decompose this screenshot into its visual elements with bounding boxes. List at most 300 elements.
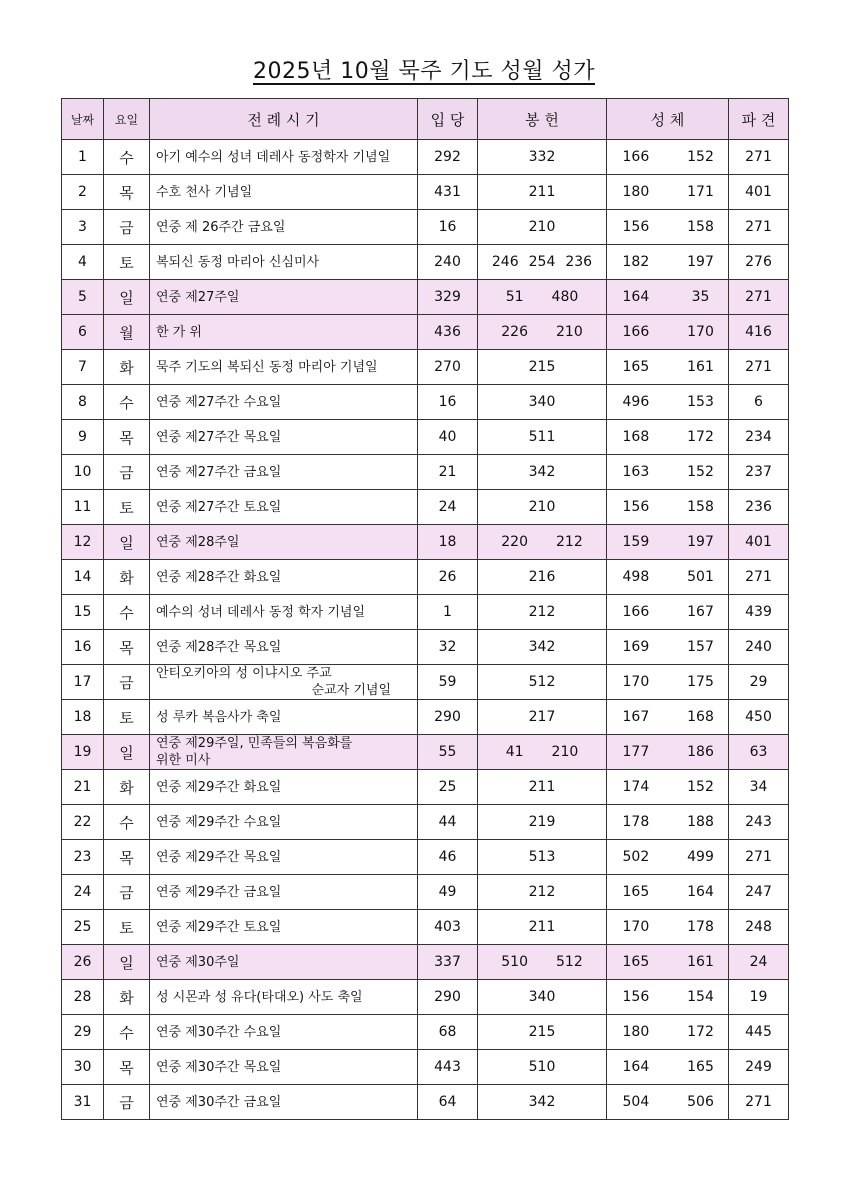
- cell-date: 29: [62, 1015, 104, 1050]
- communion-value: 182: [622, 254, 650, 270]
- document-title: 2025년 10월 묵주 기도 성월 성가: [253, 59, 595, 84]
- cell-entrance: 46: [418, 840, 478, 875]
- offertory-values: [478, 429, 606, 445]
- cell-offertory: [478, 1085, 607, 1120]
- cell-date: 28: [62, 980, 104, 1015]
- cell-communion: [607, 525, 729, 560]
- cell-communion: [607, 840, 729, 875]
- communion-value: 499: [687, 849, 714, 865]
- cell-communion: [607, 630, 729, 665]
- communion-value: 164: [622, 1059, 650, 1075]
- offertory-value: 246: [491, 254, 519, 270]
- cell-dismissal: 19: [729, 980, 789, 1015]
- offertory-values: [478, 149, 606, 165]
- cell-liturgy: 연중 제27주간 토요일: [150, 490, 418, 525]
- offertory-value: 210: [551, 744, 579, 760]
- cell-communion: [607, 455, 729, 490]
- offertory-values: [478, 219, 606, 235]
- offertory-value: 212: [528, 884, 556, 900]
- cell-date: 17: [62, 665, 104, 700]
- communion-value: 158: [687, 219, 714, 235]
- offertory-values: [478, 289, 606, 305]
- cell-liturgy: 묵주 기도의 복되신 동정 마리아 기념일: [150, 350, 418, 385]
- communion-values: [607, 814, 728, 830]
- communion-value: 166: [622, 149, 650, 165]
- communion-value: 172: [687, 1024, 714, 1040]
- cell-communion: [607, 700, 729, 735]
- offertory-values: [478, 709, 606, 725]
- communion-value: 502: [622, 849, 650, 865]
- offertory-values: [478, 639, 606, 655]
- cell-communion: [607, 595, 729, 630]
- cell-liturgy: 연중 제30주간 금요일: [150, 1085, 418, 1120]
- offertory-values: [478, 849, 606, 865]
- offertory-value: 215: [528, 1024, 556, 1040]
- cell-entrance: 24: [418, 490, 478, 525]
- cell-dismissal: 271: [729, 350, 789, 385]
- offertory-value: 480: [551, 289, 579, 305]
- cell-communion: [607, 280, 729, 315]
- cell-offertory: [478, 630, 607, 665]
- cell-entrance: 49: [418, 875, 478, 910]
- table-row: [62, 805, 789, 840]
- offertory-value: 210: [556, 324, 583, 340]
- cell-entrance: 21: [418, 455, 478, 490]
- cell-entrance: 40: [418, 420, 478, 455]
- table-row: [62, 245, 789, 280]
- cell-day: 화: [104, 980, 150, 1015]
- cell-dismissal: 271: [729, 1085, 789, 1120]
- cell-day: 일: [104, 525, 150, 560]
- cell-liturgy: [150, 735, 418, 770]
- offertory-value: 210: [528, 219, 556, 235]
- offertory-value: 216: [528, 569, 556, 585]
- cell-liturgy: 연중 제27주일: [150, 280, 418, 315]
- cell-date: 11: [62, 490, 104, 525]
- communion-value: 178: [687, 919, 714, 935]
- cell-dismissal: 401: [729, 175, 789, 210]
- offertory-value: 211: [528, 919, 556, 935]
- cell-liturgy: 연중 제29주간 목요일: [150, 840, 418, 875]
- cell-date: 25: [62, 910, 104, 945]
- communion-value: 188: [687, 814, 714, 830]
- cell-liturgy: 연중 제27주간 수요일: [150, 385, 418, 420]
- offertory-values: [478, 324, 606, 340]
- cell-dismissal: 276: [729, 245, 789, 280]
- offertory-value: 512: [556, 954, 583, 970]
- cell-communion: [607, 175, 729, 210]
- cell-offertory: [478, 210, 607, 245]
- cell-day: 목: [104, 840, 150, 875]
- cell-entrance: 436: [418, 315, 478, 350]
- cell-liturgy: 복되신 동정 마리아 신심미사: [150, 245, 418, 280]
- communion-value: 156: [622, 219, 650, 235]
- cell-offertory: [478, 280, 607, 315]
- table-row: [62, 770, 789, 805]
- communion-value: 165: [622, 359, 650, 375]
- cell-entrance: 59: [418, 665, 478, 700]
- communion-values: [607, 254, 728, 270]
- cell-liturgy: 성 루카 복음사가 축일: [150, 700, 418, 735]
- communion-value: 152: [687, 779, 714, 795]
- communion-value: 197: [687, 534, 714, 550]
- cell-entrance: 337: [418, 945, 478, 980]
- communion-value: 172: [687, 429, 714, 445]
- communion-value: 161: [687, 359, 714, 375]
- cell-entrance: 290: [418, 980, 478, 1015]
- cell-entrance: 32: [418, 630, 478, 665]
- header-communion: 성 체: [607, 99, 729, 140]
- communion-value: 506: [687, 1094, 714, 1110]
- table-row: [62, 385, 789, 420]
- communion-values: [607, 324, 728, 340]
- communion-values: [607, 289, 728, 305]
- cell-dismissal: 234: [729, 420, 789, 455]
- cell-entrance: 16: [418, 210, 478, 245]
- cell-dismissal: 271: [729, 210, 789, 245]
- communion-values: [607, 709, 728, 725]
- table-header-row: [62, 99, 789, 140]
- cell-liturgy: 성 시몬과 성 유다(타대오) 사도 축일: [150, 980, 418, 1015]
- cell-date: 22: [62, 805, 104, 840]
- cell-communion: [607, 805, 729, 840]
- cell-dismissal: 271: [729, 560, 789, 595]
- cell-dismissal: 445: [729, 1015, 789, 1050]
- cell-entrance: 292: [418, 140, 478, 175]
- communion-values: [607, 744, 728, 760]
- communion-value: 180: [622, 184, 650, 200]
- table-row: [62, 735, 789, 770]
- header-entrance: 입 당: [418, 99, 478, 140]
- offertory-value: 510: [528, 1059, 556, 1075]
- table-row: [62, 455, 789, 490]
- cell-communion: [607, 490, 729, 525]
- communion-values: [607, 779, 728, 795]
- offertory-values: [478, 919, 606, 935]
- cell-date: 26: [62, 945, 104, 980]
- cell-offertory: [478, 140, 607, 175]
- cell-communion: [607, 910, 729, 945]
- communion-values: [607, 919, 728, 935]
- table-row: [62, 910, 789, 945]
- cell-date: 5: [62, 280, 104, 315]
- offertory-value: 219: [528, 814, 556, 830]
- cell-communion: [607, 1050, 729, 1085]
- header-date: 날짜: [62, 99, 104, 140]
- cell-entrance: 55: [418, 735, 478, 770]
- offertory-value: 51: [505, 289, 524, 305]
- cell-dismissal: 240: [729, 630, 789, 665]
- table-row: [62, 630, 789, 665]
- cell-offertory: [478, 525, 607, 560]
- cell-date: 1: [62, 140, 104, 175]
- communion-values: [607, 464, 728, 480]
- cell-dismissal: 450: [729, 700, 789, 735]
- cell-entrance: 443: [418, 1050, 478, 1085]
- cell-liturgy: 연중 제28주일: [150, 525, 418, 560]
- cell-day: 금: [104, 875, 150, 910]
- communion-value: 169: [622, 639, 650, 655]
- cell-day: 수: [104, 595, 150, 630]
- cell-entrance: 329: [418, 280, 478, 315]
- cell-entrance: 64: [418, 1085, 478, 1120]
- cell-communion: [607, 770, 729, 805]
- cell-liturgy: 연중 제29주간 화요일: [150, 770, 418, 805]
- cell-dismissal: 6: [729, 385, 789, 420]
- communion-value: 152: [687, 464, 714, 480]
- liturgy-line-1: 연중 제29주일, 민족들의 복음화를: [156, 736, 353, 751]
- offertory-value: 215: [528, 359, 556, 375]
- cell-day: 수: [104, 1015, 150, 1050]
- cell-offertory: [478, 245, 607, 280]
- offertory-value: 226: [501, 324, 528, 340]
- communion-values: [607, 394, 728, 410]
- table-row: [62, 280, 789, 315]
- communion-values: [607, 499, 728, 515]
- communion-value: 504: [622, 1094, 650, 1110]
- cell-dismissal: 243: [729, 805, 789, 840]
- cell-offertory: [478, 1050, 607, 1085]
- cell-communion: [607, 315, 729, 350]
- table-row: [62, 525, 789, 560]
- communion-value: 165: [687, 1059, 714, 1075]
- offertory-value: 210: [528, 499, 556, 515]
- liturgy-line-2: 순교자 기념일: [311, 683, 391, 698]
- cell-dismissal: 249: [729, 1050, 789, 1085]
- cell-dismissal: 29: [729, 665, 789, 700]
- cell-dismissal: 439: [729, 595, 789, 630]
- cell-dismissal: 271: [729, 140, 789, 175]
- cell-entrance: 16: [418, 385, 478, 420]
- communion-value: 152: [687, 149, 714, 165]
- offertory-value: 340: [528, 989, 556, 1005]
- cell-offertory: [478, 980, 607, 1015]
- cell-date: 4: [62, 245, 104, 280]
- communion-values: [607, 1059, 728, 1075]
- offertory-values: [478, 1024, 606, 1040]
- communion-values: [607, 884, 728, 900]
- cell-liturgy: 연중 제29주간 수요일: [150, 805, 418, 840]
- cell-date: 31: [62, 1085, 104, 1120]
- cell-day: 월: [104, 315, 150, 350]
- offertory-values: [478, 674, 606, 690]
- offertory-value: 511: [528, 429, 556, 445]
- cell-offertory: [478, 700, 607, 735]
- cell-communion: [607, 665, 729, 700]
- cell-communion: [607, 385, 729, 420]
- offertory-value: 211: [528, 779, 556, 795]
- cell-dismissal: 34: [729, 770, 789, 805]
- communion-value: 156: [622, 989, 650, 1005]
- table-body: [62, 140, 789, 1120]
- cell-offertory: [478, 455, 607, 490]
- communion-value: 174: [622, 779, 650, 795]
- cell-date: 3: [62, 210, 104, 245]
- cell-date: 16: [62, 630, 104, 665]
- communion-value: 177: [622, 744, 650, 760]
- cell-liturgy: 연중 제29주간 토요일: [150, 910, 418, 945]
- communion-values: [607, 954, 728, 970]
- communion-values: [607, 639, 728, 655]
- offertory-values: [478, 1094, 606, 1110]
- communion-value: 154: [687, 989, 714, 1005]
- communion-value: 164: [687, 884, 714, 900]
- cell-dismissal: 63: [729, 735, 789, 770]
- table-row: [62, 840, 789, 875]
- table-row: [62, 1015, 789, 1050]
- cell-communion: [607, 560, 729, 595]
- offertory-value: 41: [505, 744, 524, 760]
- cell-liturgy: 수호 천사 기념일: [150, 175, 418, 210]
- communion-values: [607, 184, 728, 200]
- cell-day: 목: [104, 420, 150, 455]
- cell-day: 화: [104, 770, 150, 805]
- communion-value: 159: [622, 534, 650, 550]
- cell-date: 24: [62, 875, 104, 910]
- communion-values: [607, 569, 728, 585]
- liturgy-line-1: 안티오키아의 성 이냐시오 주교: [156, 666, 332, 681]
- cell-dismissal: 248: [729, 910, 789, 945]
- offertory-value: 332: [528, 149, 556, 165]
- communion-value: 166: [622, 604, 650, 620]
- offertory-values: [478, 744, 606, 760]
- cell-liturgy: 연중 제28주간 목요일: [150, 630, 418, 665]
- communion-value: 164: [622, 289, 650, 305]
- cell-day: 토: [104, 910, 150, 945]
- cell-communion: [607, 1085, 729, 1120]
- cell-offertory: [478, 910, 607, 945]
- cell-dismissal: 401: [729, 525, 789, 560]
- communion-value: 161: [687, 954, 714, 970]
- communion-value: 197: [687, 254, 714, 270]
- cell-liturgy: 연중 제30주간 수요일: [150, 1015, 418, 1050]
- communion-value: 157: [687, 639, 714, 655]
- offertory-value: 342: [528, 464, 556, 480]
- cell-liturgy: 아기 예수의 성녀 데레사 동정학자 기념일: [150, 140, 418, 175]
- table-row: [62, 315, 789, 350]
- communion-value: 165: [622, 954, 650, 970]
- communion-values: [607, 989, 728, 1005]
- table-row: [62, 350, 789, 385]
- cell-communion: [607, 945, 729, 980]
- communion-values: [607, 534, 728, 550]
- offertory-values: [478, 814, 606, 830]
- offertory-value: 212: [556, 534, 583, 550]
- table-row: [62, 595, 789, 630]
- cell-date: 19: [62, 735, 104, 770]
- cell-day: 토: [104, 700, 150, 735]
- cell-entrance: 26: [418, 560, 478, 595]
- cell-day: 수: [104, 805, 150, 840]
- offertory-value: 510: [501, 954, 528, 970]
- cell-day: 수: [104, 140, 150, 175]
- communion-value: 168: [687, 709, 714, 725]
- communion-value: 153: [687, 394, 714, 410]
- communion-value: 178: [622, 814, 650, 830]
- communion-value: 163: [622, 464, 650, 480]
- communion-value: 166: [622, 324, 650, 340]
- cell-dismissal: 24: [729, 945, 789, 980]
- communion-values: [607, 1094, 728, 1110]
- offertory-value: 513: [528, 849, 556, 865]
- cell-day: 토: [104, 490, 150, 525]
- offertory-value: 340: [528, 394, 556, 410]
- cell-communion: [607, 420, 729, 455]
- cell-day: 금: [104, 665, 150, 700]
- cell-day: 목: [104, 1050, 150, 1085]
- communion-values: [607, 219, 728, 235]
- offertory-value: 254: [528, 254, 556, 270]
- cell-dismissal: 236: [729, 490, 789, 525]
- cell-liturgy: 연중 제30주일: [150, 945, 418, 980]
- communion-value: 496: [622, 394, 650, 410]
- offertory-values: [478, 884, 606, 900]
- table-row: [62, 875, 789, 910]
- cell-communion: [607, 980, 729, 1015]
- cell-offertory: [478, 420, 607, 455]
- table-row: [62, 665, 789, 700]
- cell-offertory: [478, 350, 607, 385]
- cell-communion: [607, 140, 729, 175]
- table-row: [62, 175, 789, 210]
- cell-day: 목: [104, 175, 150, 210]
- communion-value: 170: [622, 919, 650, 935]
- hymn-schedule-table: [61, 98, 789, 1120]
- offertory-value: 342: [528, 1094, 556, 1110]
- communion-values: [607, 674, 728, 690]
- communion-values: [607, 1024, 728, 1040]
- offertory-values: [478, 569, 606, 585]
- cell-entrance: 403: [418, 910, 478, 945]
- offertory-values: [478, 1059, 606, 1075]
- communion-value: 180: [622, 1024, 650, 1040]
- communion-value: 165: [622, 884, 650, 900]
- cell-entrance: 68: [418, 1015, 478, 1050]
- cell-liturgy: 예수의 성녀 데레사 동정 학자 기념일: [150, 595, 418, 630]
- cell-dismissal: 247: [729, 875, 789, 910]
- cell-offertory: [478, 735, 607, 770]
- cell-offertory: [478, 315, 607, 350]
- offertory-value: 211: [528, 184, 556, 200]
- cell-dismissal: 237: [729, 455, 789, 490]
- cell-date: 12: [62, 525, 104, 560]
- cell-communion: [607, 350, 729, 385]
- offertory-values: [478, 394, 606, 410]
- table-row: [62, 945, 789, 980]
- cell-communion: [607, 1015, 729, 1050]
- offertory-value: 220: [501, 534, 528, 550]
- cell-dismissal: 271: [729, 280, 789, 315]
- offertory-values: [478, 499, 606, 515]
- offertory-values: [478, 779, 606, 795]
- cell-day: 목: [104, 630, 150, 665]
- offertory-values: [478, 359, 606, 375]
- offertory-values: [478, 989, 606, 1005]
- cell-day: 토: [104, 245, 150, 280]
- cell-liturgy: 연중 제27주간 목요일: [150, 420, 418, 455]
- communion-value: 35: [691, 289, 710, 305]
- cell-liturgy: 연중 제30주간 목요일: [150, 1050, 418, 1085]
- cell-date: 23: [62, 840, 104, 875]
- table-row: [62, 210, 789, 245]
- table-row: [62, 1085, 789, 1120]
- header-liturgy: 전 례 시 기: [150, 99, 418, 140]
- header-day: 요일: [104, 99, 150, 140]
- offertory-value: 512: [528, 674, 556, 690]
- cell-liturgy: 연중 제28주간 화요일: [150, 560, 418, 595]
- communion-value: 167: [687, 604, 714, 620]
- communion-value: 175: [687, 674, 714, 690]
